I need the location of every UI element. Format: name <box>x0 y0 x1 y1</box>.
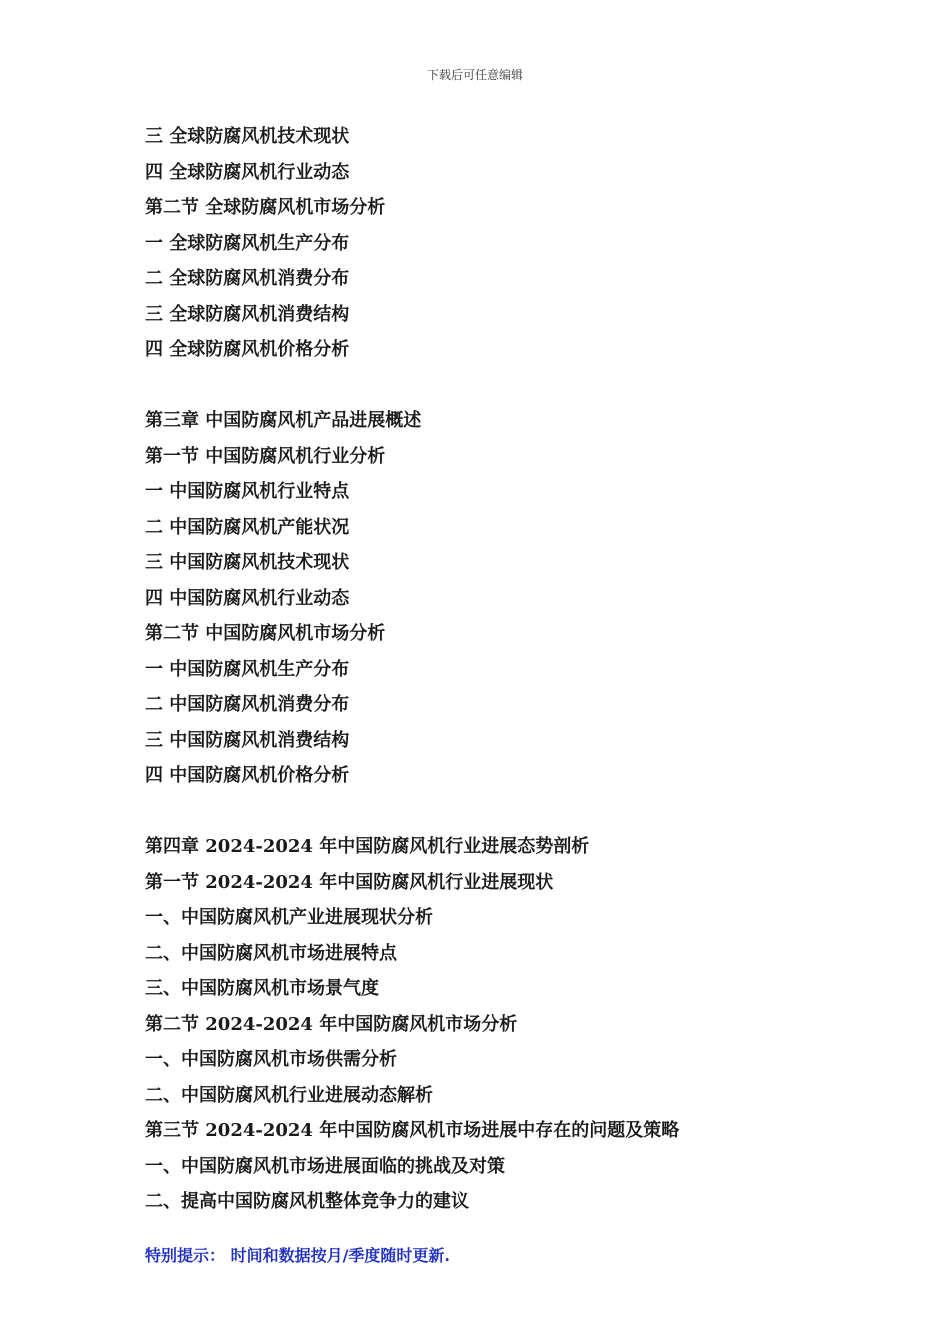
toc-line: 一、中国防腐风机产业进展现状分析 <box>145 907 433 928</box>
toc-line: 四 全球防腐风机行业动态 <box>145 161 350 183</box>
toc-line: 一 中国防腐风机行业特点 <box>145 481 350 502</box>
toc-line: 二 中国防腐风机消费分布 <box>145 694 350 715</box>
toc-line: 三 中国防腐风机消费结构 <box>145 729 350 751</box>
toc-line: 第三章 中国防腐风机产品进展概述 <box>145 410 422 431</box>
table-of-contents <box>145 122 865 1223</box>
toc-line: 第二节 2024-2024 年中国防腐风机市场分析 <box>145 1013 518 1035</box>
update-notice: 特别提示： 时间和数据按月/季度随时更新. <box>145 1246 450 1265</box>
page-header-note: 下载后可任意编辑 <box>426 68 523 82</box>
toc-line: 一、中国防腐风机市场供需分析 <box>145 1049 397 1070</box>
toc-line: 三、中国防腐风机市场景气度 <box>145 978 379 999</box>
toc-line: 二、提高中国防腐风机整体竞争力的建议 <box>145 1191 469 1212</box>
section-gap <box>145 371 865 407</box>
toc-chapter-3 <box>145 406 865 797</box>
toc-line: 四 中国防腐风机价格分析 <box>145 765 350 786</box>
toc-line: 四 中国防腐风机行业动态 <box>145 587 350 609</box>
toc-line: 三 全球防腐风机消费结构 <box>145 303 350 325</box>
toc-line: 第一节 2024-2024 年中国防腐风机行业进展现状 <box>145 871 554 893</box>
toc-line: 四 全球防腐风机价格分析 <box>145 339 350 360</box>
toc-line: 第二节 中国防腐风机市场分析 <box>145 623 386 644</box>
toc-line: 三 中国防腐风机技术现状 <box>145 552 350 573</box>
toc-section-global <box>145 122 865 371</box>
toc-line: 第三节 2024-2024 年中国防腐风机市场进展中存在的问题及策略 <box>145 1120 680 1141</box>
toc-line: 二、中国防腐风机行业进展动态解析 <box>145 1084 433 1106</box>
section-gap <box>145 797 865 833</box>
toc-line: 第一节 中国防腐风机行业分析 <box>145 445 386 467</box>
toc-line: 第二节 全球防腐风机市场分析 <box>145 197 386 218</box>
toc-line: 三 全球防腐风机技术现状 <box>145 126 350 147</box>
toc-line: 第四章 2024-2024 年中国防腐风机行业进展态势剖析 <box>145 836 590 857</box>
toc-line: 一、中国防腐风机市场进展面临的挑战及对策 <box>145 1155 505 1177</box>
toc-line: 二 中国防腐风机产能状况 <box>145 516 350 538</box>
toc-chapter-4 <box>145 832 865 1223</box>
toc-line: 二、中国防腐风机市场进展特点 <box>145 942 397 964</box>
toc-line: 一 中国防腐风机生产分布 <box>145 658 350 680</box>
toc-line: 二 全球防腐风机消费分布 <box>145 268 350 289</box>
toc-line: 一 全球防腐风机生产分布 <box>145 232 350 254</box>
